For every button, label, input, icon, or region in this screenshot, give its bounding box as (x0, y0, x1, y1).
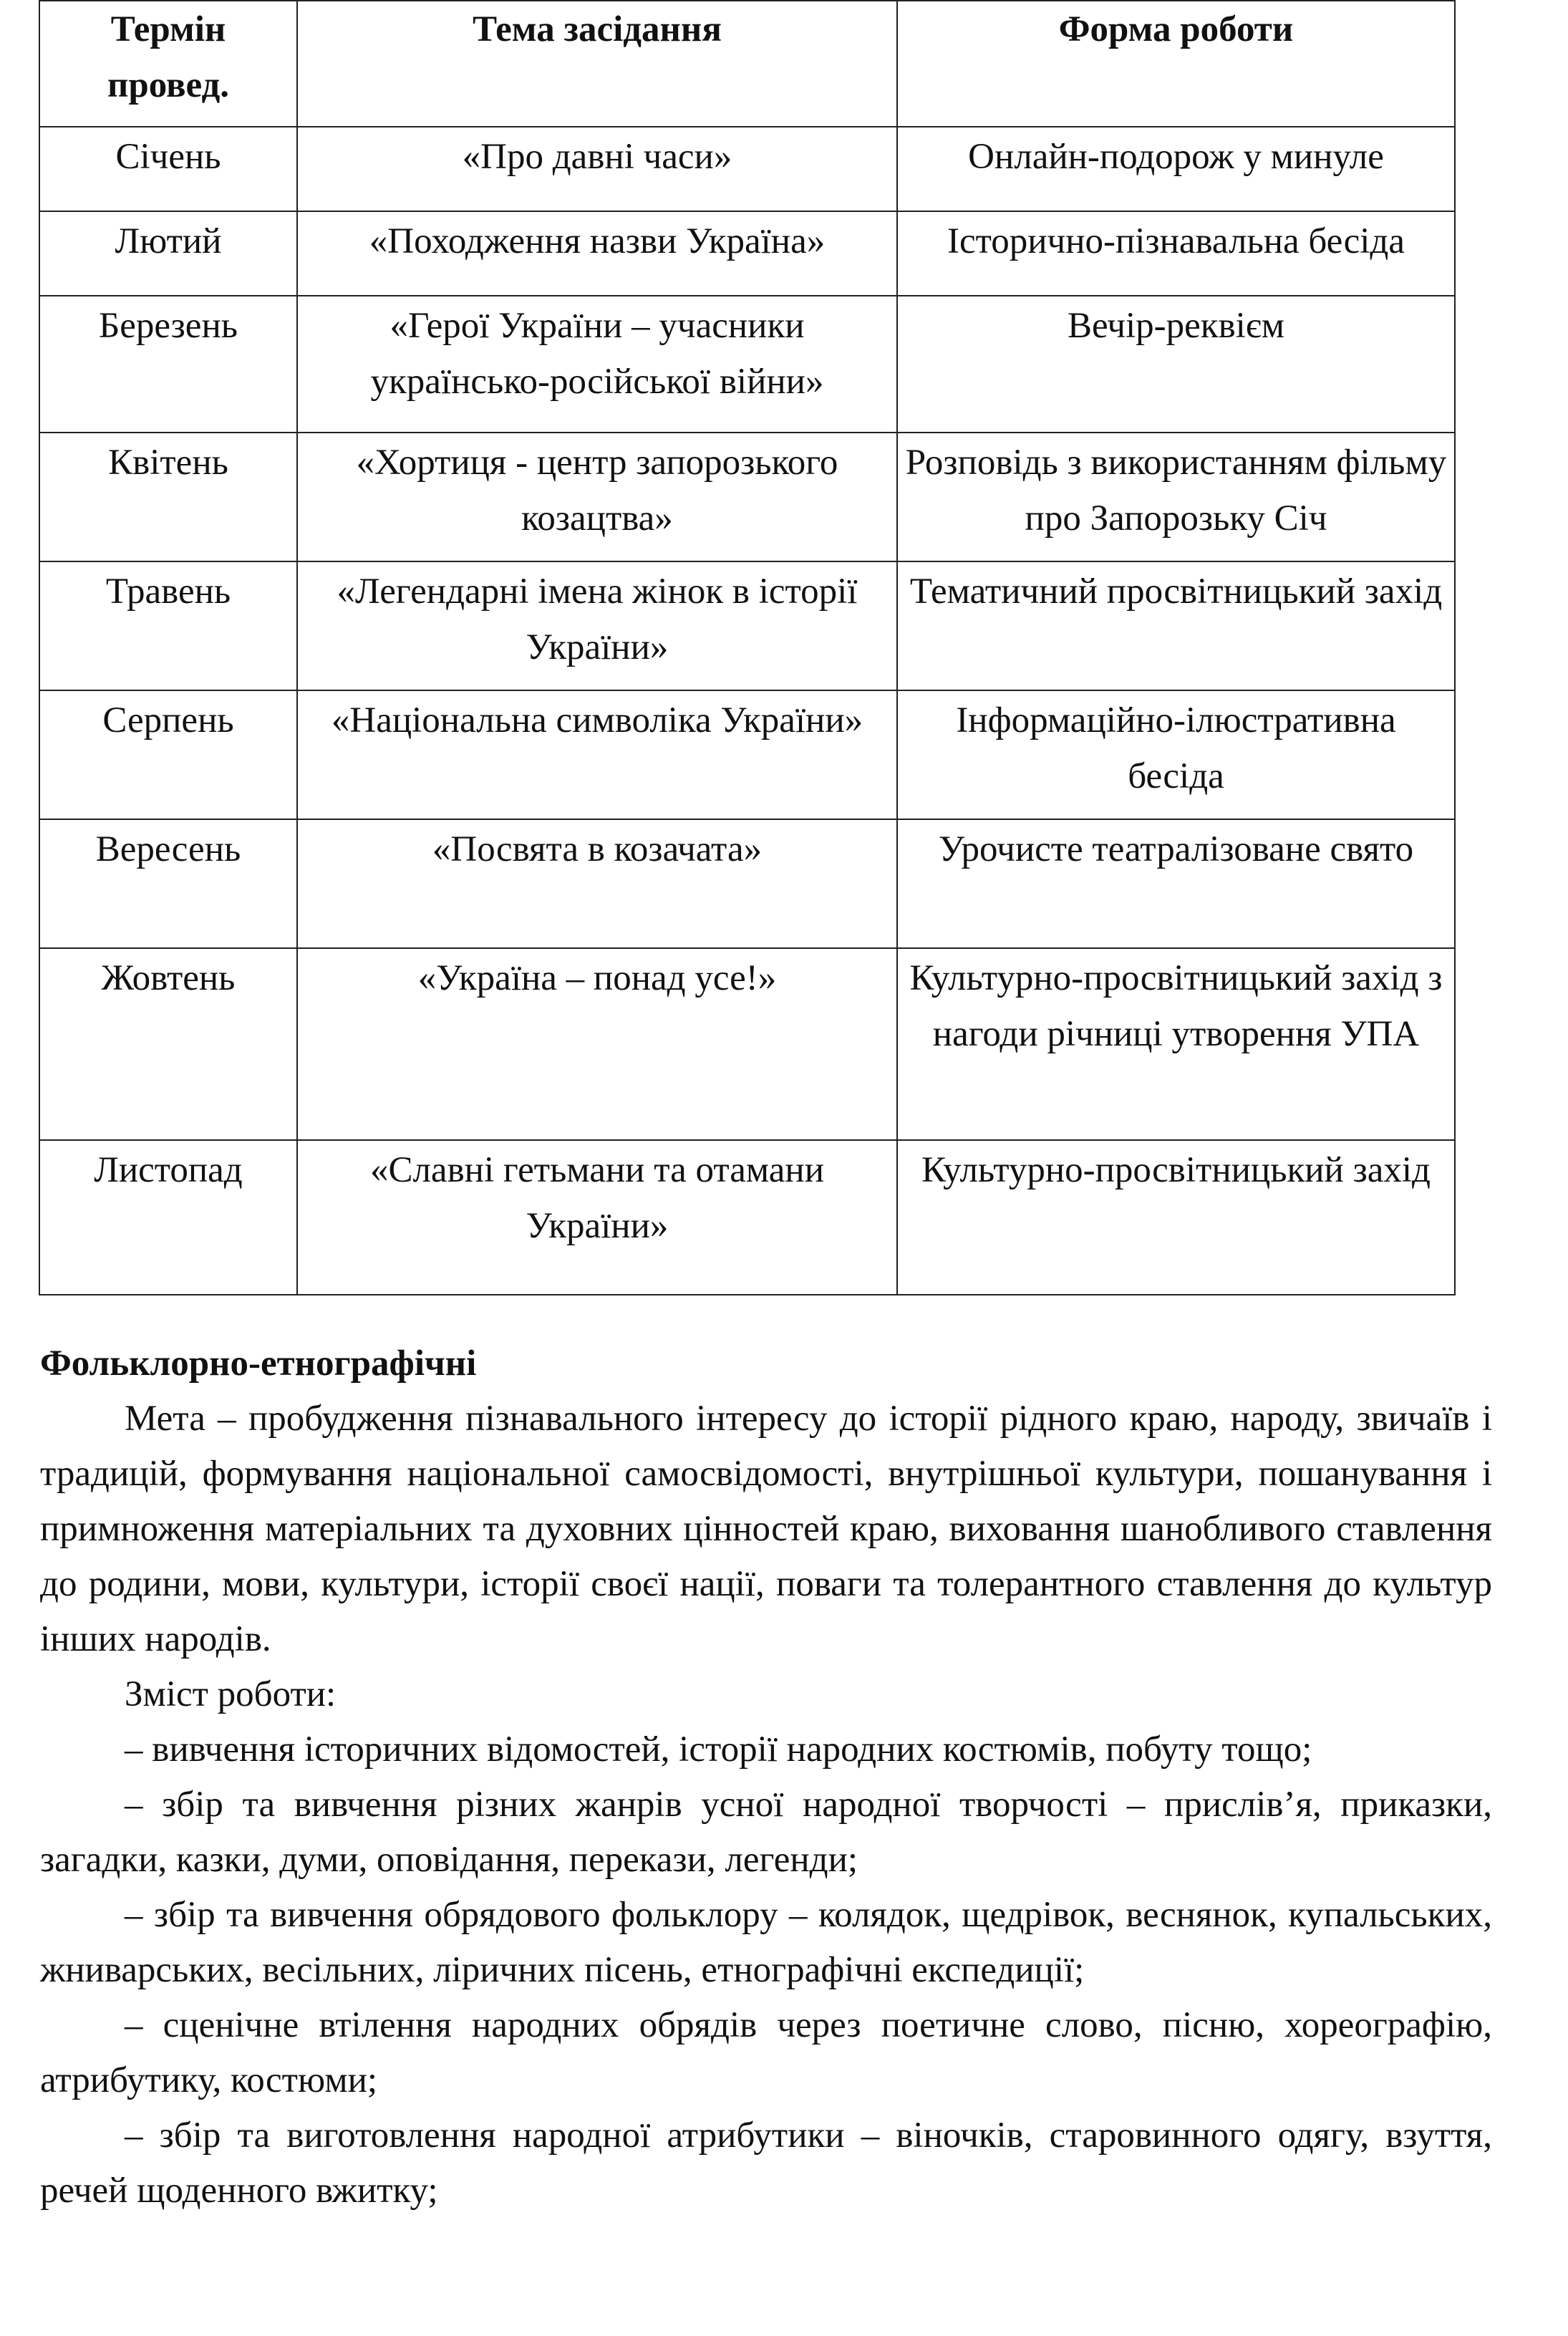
cell-topic: «Хортиця - центр запорозького козацтва» (297, 433, 897, 561)
cell-month: Березень (39, 296, 297, 433)
cell-month: Травень (39, 561, 297, 690)
section-heading: Фольклорно-етнографічні (40, 1343, 477, 1384)
cell-month: Жовтень (39, 948, 297, 1140)
cell-topic: «Походження назви Україна» (297, 211, 897, 296)
cell-form: Урочисте театралізоване свято (897, 819, 1455, 948)
cell-month: Квітень (39, 433, 297, 561)
cell-form: Розповідь з використанням фільму про Запорозьку Січ (897, 433, 1455, 561)
table-row (39, 948, 1455, 1140)
cell-month: Вересень (39, 819, 297, 948)
cell-form: Онлайн-подорож у минуле (897, 127, 1455, 211)
cell-form: Історично-пізнавальна бесіда (897, 211, 1455, 296)
list-item: – збір та виготовлення народної атрибутики – віночків, старовинного одягу, взуття, речей щоденного вжитку; (40, 2115, 1492, 2211)
table-row (39, 211, 1455, 296)
table-header-row (39, 1, 1455, 127)
cell-form: Інформаційно-ілюстративна бесіда (897, 690, 1455, 819)
section-body (40, 1336, 1492, 2219)
table-row (39, 296, 1455, 433)
cell-month: Січень (39, 127, 297, 211)
table-row (39, 561, 1455, 690)
list-item: – збір та вивчення обрядового фольклору – колядок, щедрівок, веснянок, купальських, жниварських, весільних, ліричних пісень, етнографічні експедиції; (40, 1895, 1492, 1990)
list-item: – вивчення історичних відомостей, історії народних костюмів, побуту тощо; (125, 1729, 1312, 1770)
cell-topic: «Славні гетьмани та отамани України» (297, 1140, 897, 1295)
header-topic: Тема засідання (297, 1, 897, 127)
list-item: – сценічне втілення народних обрядів через поетичне слово, пісню, хореографію, атрибутику, костюми; (40, 2005, 1492, 2100)
events-table (39, 0, 1456, 1295)
table-row (39, 127, 1455, 211)
header-term: Термін провед. (39, 1, 297, 127)
header-form: Форма роботи (897, 1, 1455, 127)
paragraph-goal: Мета – пробудження пізнавального інтересу до історії рідного краю, народу, звичаїв і традицій, формування національної самосвідомості, внутрішньої культури, пошанування і примноження матеріальних та духовних цінностей краю, виховання шанобливого ставлення до родини, мови, культури, історії своєї нації, поваги та толерантного ставлення до культур інших народів. (40, 1399, 1492, 1659)
cell-form: Культурно-просвітницький захід з нагоди річниці утворення УПА (897, 948, 1455, 1140)
cell-topic: «Легендарні імена жінок в історії України» (297, 561, 897, 690)
cell-topic: «Національна символіка України» (297, 690, 897, 819)
list-item: – збір та вивчення різних жанрів усної народної творчості – прислів’я, приказки, загадки, казки, думи, оповідання, перекази, легенди; (40, 1785, 1492, 1880)
cell-topic: «Про давні часи» (297, 127, 897, 211)
table-row (39, 433, 1455, 561)
cell-month: Лютий (39, 211, 297, 296)
cell-topic: «Україна – понад усе!» (297, 948, 897, 1140)
table-row (39, 1140, 1455, 1295)
paragraph-content-title: Зміст роботи: (125, 1674, 337, 1714)
table-row (39, 819, 1455, 948)
cell-topic: «Посвята в козачата» (297, 819, 897, 948)
cell-month: Листопад (39, 1140, 297, 1295)
cell-form: Культурно-просвітницький захід (897, 1140, 1455, 1295)
cell-form: Тематичний просвітницький захід (897, 561, 1455, 690)
table-row (39, 690, 1455, 819)
cell-month: Серпень (39, 690, 297, 819)
cell-topic: «Герої України – учасники українсько-російської війни» (297, 296, 897, 433)
cell-form: Вечір-реквієм (897, 296, 1455, 433)
